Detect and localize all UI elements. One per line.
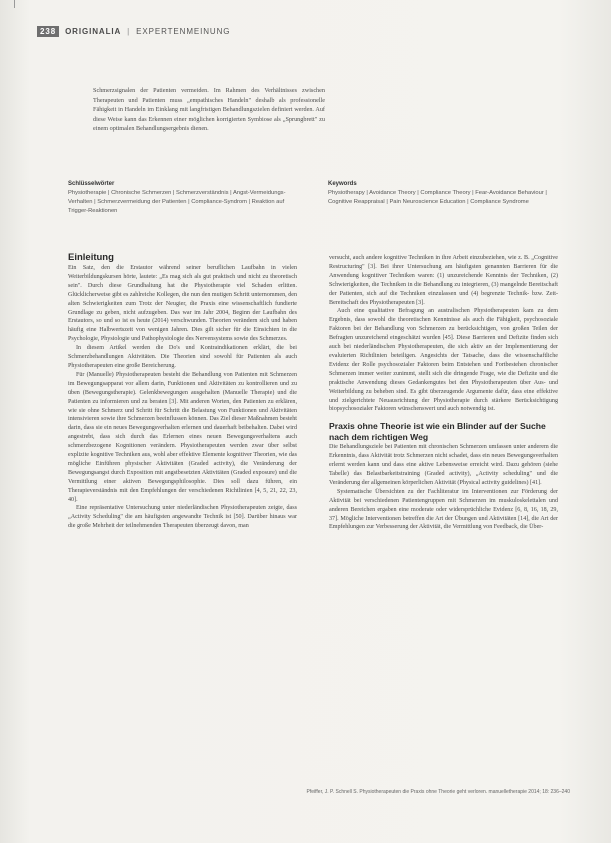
keywords-english-text: Physiotherapy | Avoidance Theory | Compliance Theory | Fear-Avoidance Behaviour | Cognitive Reappraisal | Pain Neuroscience Education | Compliance Syndrome [328, 190, 547, 205]
abstract-continuation: Schmerzsignalen der Patienten vermeiden. Im Rahmen des Verhältnisses zwischen Therapeuten und Patienten muss „empathisches Handeln" deshalb als professionelle Fähigkeit in Handeln im Einklang mit langfristigen Behandlungszielen definiert werden. Auf diese Weise kann das Erkennen einer möglichen korrigierten Symbiose als „Sprungbrett" zu einem optimalen Behandlungsergebnis dienen. [93, 87, 325, 132]
header-section: EXPERTENMEINUNG [136, 27, 231, 36]
keywords-german-title: Schlüsselwörter [68, 181, 115, 187]
keywords-english [328, 181, 550, 207]
right-column [329, 254, 558, 532]
header-separator: | [127, 27, 131, 36]
page-number: 238 [37, 26, 59, 37]
keywords-german-text: Physiotherapie | Chronische Schmerzen | Schmerzverständnis | Angst-Vermeidungs-Verhalten | Schmerzvermeidung der Patienten | Compliance-Syndrom | Reaktion auf Trigger-Reaktionen [68, 190, 286, 214]
intro-paragraph: Ein Satz, den die Erstautor während seiner beruflichen Laufbahn in vielen Weiterbildungskursen hörte, lautete: „Es mag sich als gut praktisch und nicht zu theoretisch sein". Durch diese Grundhaltung hat die Physiotherapie viel Schaden erlitten. Glücklicherweise gibt es zahlreiche Kollegen, die nun den mutigen Schritt unternommen, den alten Schwierigkeiten zum Trotz der Neugier, die Praxis eine wissenschaftlich fundierte Grundlage zu geben, nicht aufzugeben. Das war im Jahr 2004, Beginn der Laufbahn des Erstautors, so und so ist es heute (2014) verschwunden. Theorien verändern sich und haben häufig eine Halbwertszeit von wenigen Jahren. Dies gilt sicher für die Einsichten in die Psychologie, Physiologie und Pathophysiologie des Nervensystems sowie des Schmerzes. [68, 265, 297, 343]
section-heading-introduction: Einleitung [68, 252, 114, 263]
body-paragraph: Systematische Übersichten zu der Fachliteratur im Interventionen zur Förderung der Aktivität bei verschiedenen Patientengruppen mit Schmerzen im muskuloskelettalen und anderen Bereichen ergaben eine moderate oder widersprüchliche Evidenz [6, 8, 16, 18, 29, 37]. Mögliche Interventionen betreffen die Art der Übungen und Aktivitäten [14], die Art der Empfehlungen zur Verbesserung der Aktivität, die Vermittlung von Feedback, die Über- [329, 488, 558, 531]
running-header [37, 26, 230, 37]
intro-paragraph: In diesem Artikel werden die Do's und Kontraindikationen erklärt, die bei Schmerzbehandlungen Aktivitäten. Die Theorien sind sowohl für Patienten als auch Physiotherapeuten eine große Bereicherung. [68, 345, 297, 369]
body-paragraph: Auch eine qualitative Befragung an australischen Physiotherapeuten kam zu dem Ergebnis, dass sowohl die theoretischen Kenntnisse als auch die Fähigkeit, psychosoziale Faktoren bei der Behandlung von Schmerzen zu berücksichtigen, von großen Teilen der Befragten unzureichend eingeschätzt wurden [45]. Diese Barrieren und Defizite finden sich auch bei niederländischen Physiotherapeuten, die sich aktiv an der Implementierung der evaluierten Richtlinien beteiligen. Angesichts der Tatsache, dass die wissenschaftliche Evidenz der Rolle psychosozialer Faktoren beim Entstehen und Fortbestehen chronischer Schmerzen immer weiter zunimmt, stellt sich die dringende Frage, wie die Defizite und die praktische Anwendung dieses Gedankengutes bei den Physiotherapeuten über Aus- und Weiterbildung zu beheben sind. Es gibt überzeugende Argumente dafür, dass eine effektive und zielgerichtete Neuausrichtung der Physiotherapie durch stärkere Berücksichtigung biopsychosozialer Faktoren wünschenswert und auch notwendig ist. [329, 308, 558, 413]
body-paragraph: Die Behandlungsziele bei Patienten mit chronischen Schmerzen umfassen unter anderem die Erkenntnis, dass Aktivität trotz Schmerzen nicht schadet, dass ein neues Bewegungsverhalten erlernt werden kann und dass eine aktive Lebensweise erreicht wird. Dazu gehören (siehe Tabelle) das Belastbarkeitstraining (Graded activity), „Activity scheduling" und die Veränderung der allgemeinen körperlichen Aktivität (Physical activity guidelines) [41]. [329, 444, 558, 486]
keywords-english-title: Keywords [328, 181, 357, 187]
corner-mark [14, 0, 25, 8]
section-heading-practice-theory: Praxis ohne Theorie ist wie ein Blinder auf der Suche nach dem richtigen Weg [329, 421, 546, 442]
keywords-german [68, 181, 290, 216]
header-rubric: ORIGINALIA [65, 27, 122, 36]
intro-paragraph: Eine repräsentative Untersuchung unter niederländischen Physiotherapeuten zeigte, dass „Activity Scheduling" die am häufigsten angewandte Technik ist [50]. Darüber hinaus war die große Mehrheit der teilnehmenden Therapeuten überzeugt davon, man [68, 505, 297, 530]
left-column [68, 252, 297, 531]
body-paragraph: versucht, auch andere kognitive Techniken in ihre Arbeit einzubeziehen, wie z. B. „Cognitive Restructuring" [3]. Bei ihrer Untersuchung am häufigsten genannten Barrieren für die Anwendung kognitiver Techniken waren: (1) unzureichende Kenntnis der Techniken, (2) Schwierigkeiten, die Techniken in die Behandlung zu integrieren, (3) mangelnde Bereitschaft der Patienten, sich auf die Techniken einzulassen und (4) begrenzte Technik- bzw. Zeit-Bereitschaft des Physiotherapeuten [3]. [329, 255, 558, 306]
citation-footer: Pfeiffer, J. P. Schnell S. Physiotherapeuten die Praxis ohne Theorie geht verloren. manuelletherapie 2014; 18: 236–240 [306, 789, 570, 795]
intro-paragraph: Für (Manuelle) Physiotherapeuten besteht die Behandlung von Patienten mit Schmerzen im Bewegungsapparat vor allem darin, Funktionen und Aktivitäten zu kontrollieren und zu üben (Bewegungstherapie). Gelenkbewegungen ausgehalten (Manuelle Therapie) und die Patienten zu informieren und zu beraten [3]. Mit anderen Worten, den Patienten zu erklären, wie sie ohne Schmerz und Schritt für Schritt die Belastung von Funktionen und Aktivitäten intensivieren sowie ihre Schmerzen beeinflussen können. Das Ziel dieser Maßnahmen besteht darin, dass sie ein neues Bewegungsverhalten erlernen und dauerhaft beibehalten. Dabei wird angestrebt, dass sich durch das Erlernen eines neuen Bewegungsverhaltens auch schmerzbezogene Kognitionen verändern. Physiotherapeuten werden zwar über selbst explizite kognitive Techniken aus, wohl aber effektive Elemente kognitiver Theorien, wie das mögliche Einführen physischer Aktivitäten (Graded activity), die Veränderung der Bewegungsangst durch Exposition mit angstbesetzten Aktivitäten (Graded exposure) und die Vermittlung einer aktiven Bewegungsphilosophie. Dies soll dazu führen, ein Therapieverständnis mit den Empfehlungen der verschiedenen Richtlinien [4, 5, 21, 22, 23, 40]. [68, 371, 297, 503]
